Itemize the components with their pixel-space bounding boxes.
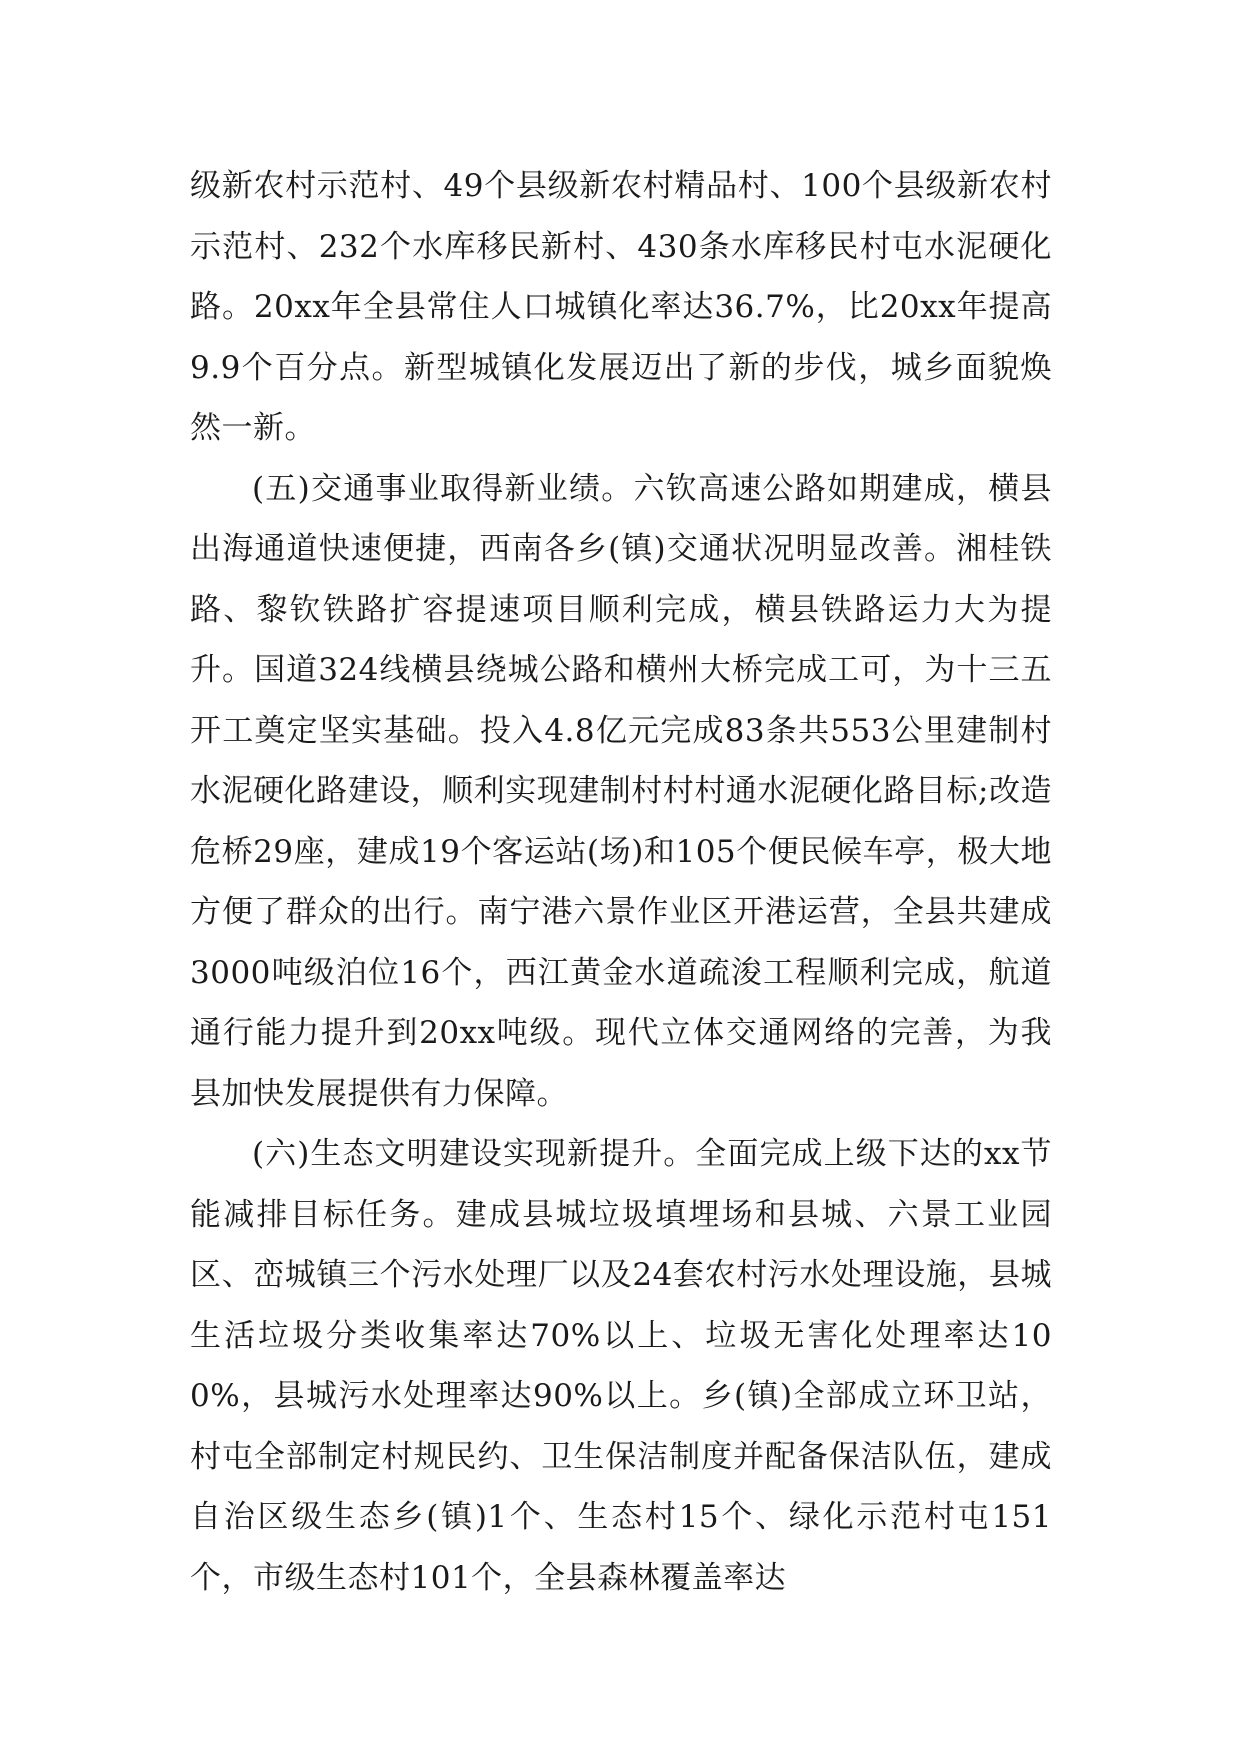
paragraph-ecology: (六)生态文明建设实现新提升。全面完成上级下达的xx节能减排目标任务。建成县城垃圾填埋场和县城、六景工业园区、峦城镇三个污水处理厂以及24套农村污水处理设施，县城生活垃圾分类收集率达70%以上、垃圾无害化处理率达100%，县城污水处理率达90%以上。乡(镇)全部成立环卫站，村屯全部制定村规民约、卫生保洁制度并配备保洁队伍，建成自治区级生态乡(镇)1个、生态村15个、绿化示范村屯151个，市级生态村101个，全县森林覆盖率达	[190, 1136, 1052, 1596]
paragraph-transportation: (五)交通事业取得新业绩。六钦高速公路如期建成，横县出海通道快速便捷，西南各乡(镇)交通状况明显改善。湘桂铁路、黎钦铁路扩容提速项目顺利完成，横县铁路运力大为提升。国道324线横县绕城公路和横州大桥完成工可，为十三五开工奠定坚实基础。投入4.8亿元完成83条共553公里建制村水泥硬化路建设，顺利实现建制村村村通水泥硬化路目标;改造危桥29座，建成19个客运站(场)和105个便民候车亭，极大地方便了群众的出行。南宁港六景作业区开港运营，全县共建成3000吨级泊位16个，西江黄金水道疏浚工程顺利完成，航道通行能力提升到20xx吨级。现代立体交通网络的完善，为我县加快发展提供有力保障。	[190, 470, 1052, 1112]
document-body	[190, 156, 1052, 1608]
paragraph-urbanization: 级新农村示范村、49个县级新农村精品村、100个县级新农村示范村、232个水库移民新村、430条水库移民村屯水泥硬化路。20xx年全县常住人口城镇化率达36.7%，比20xx年提高9.9个百分点。新型城镇化发展迈出了新的步伐，城乡面貌焕然一新。	[190, 168, 1052, 446]
